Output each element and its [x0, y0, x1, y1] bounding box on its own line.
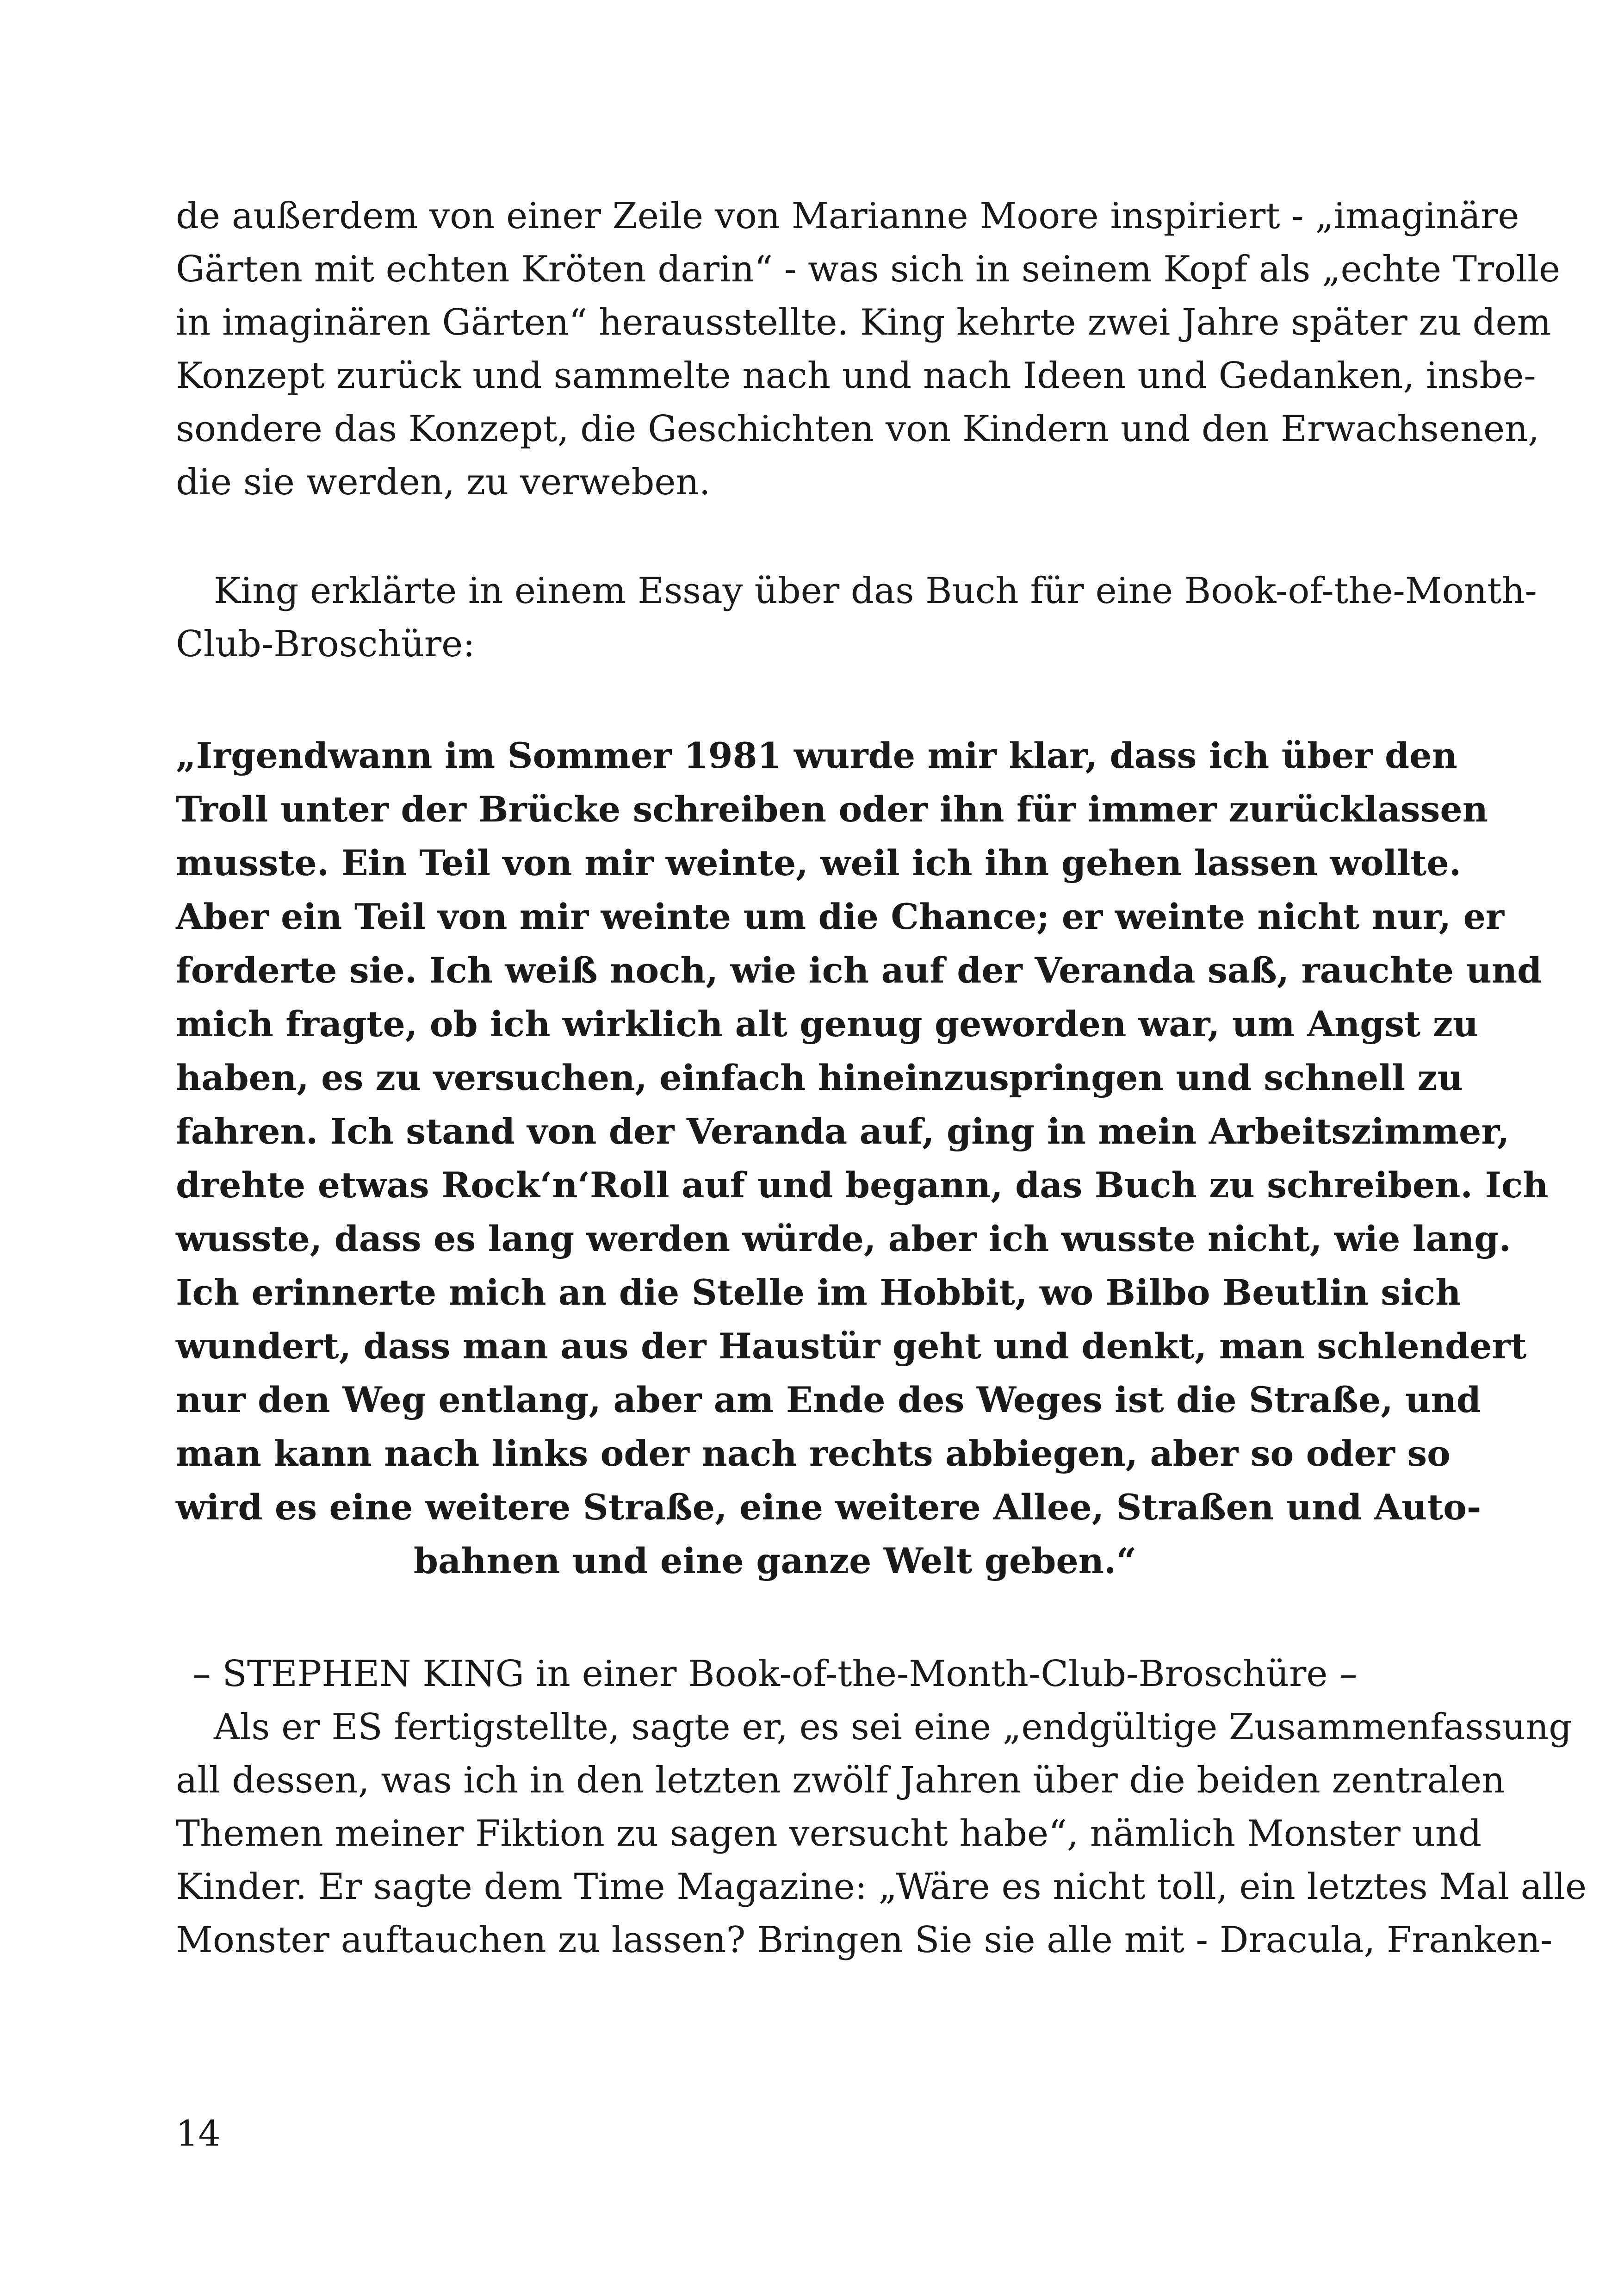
quote-line: man kann nach links oder nach rechts abbiegen, aber so oder so — [176, 1433, 1451, 1474]
text-line: die sie werden, zu verweben. — [176, 461, 711, 503]
quote-line: wundert, dass man aus der Haustür geht und denkt, man schlendert — [176, 1325, 1527, 1367]
text-line: de außerdem von einer Zeile von Marianne Moore inspiriert - „imaginäre — [176, 195, 1519, 237]
quote-line: wird es eine weitere Straße, eine weitere Allee, Straßen und Auto- — [176, 1487, 1482, 1528]
text-line: all dessen, was ich in den letzten zwölf Jahren über die beiden zentralen — [176, 1760, 1505, 1801]
text-line: Konzept zurück und sammelte nach und nach Ideen und Gedanken, insbe- — [176, 355, 1536, 397]
quote-line: Ich erinnerte mich an die Stelle im Hobbit, wo Bilbo Beutlin sich — [176, 1272, 1461, 1313]
quote-line: forderte sie. Ich weiß noch, wie ich auf der Veranda saß, rauchte und — [176, 950, 1542, 991]
quote-line: haben, es zu versuchen, einfach hineinzuspringen und schnell zu — [176, 1057, 1463, 1098]
page-number: 14 — [176, 2113, 221, 2154]
quote-line: drehte etwas Rock‘n‘Roll auf und begann, das Buch zu schreiben. Ich — [176, 1164, 1549, 1206]
quote-line: fahren. Ich stand von der Veranda auf, ging in mein Arbeitszimmer, — [176, 1111, 1510, 1152]
text-line: Club-Broschüre: — [176, 623, 475, 665]
text-line: King erklärte in einem Essay über das Buch für eine Book-of-the-Month- — [214, 570, 1537, 612]
quote-line: „Irgendwann im Sommer 1981 wurde mir klar, dass ich über den — [176, 735, 1457, 776]
quote-line: Aber ein Teil von mir weinte um die Chance; er weinte nicht nur, er — [176, 896, 1505, 937]
text-line: Kinder. Er sagte dem Time Magazine: „Wäre es nicht toll, ein letztes Mal alle — [176, 1866, 1587, 1908]
quote-line: musste. Ein Teil von mir weinte, weil ich ihn gehen lassen wollte. — [176, 842, 1462, 884]
text-line: Themen meiner Fiktion zu sagen versucht habe“, nämlich Monster und — [176, 1813, 1482, 1854]
quote-line: mich fragte, ob ich wirklich alt genug geworden war, um Angst zu — [176, 1003, 1479, 1045]
quote-line: Troll unter der Brücke schreiben oder ihn für immer zurücklassen — [176, 789, 1488, 830]
quote-line: nur den Weg entlang, aber am Ende des Weges ist die Straße, und — [176, 1379, 1481, 1420]
text-line: Monster auftauchen zu lassen? Bringen Sie sie alle mit - Dracula, Franken- — [176, 1919, 1553, 1961]
text-line: sondere das Konzept, die Geschichten von Kindern und den Erwachsenen, — [176, 408, 1540, 450]
text-line: in imaginären Gärten“ herausstellte. King kehrte zwei Jahre später zu dem — [176, 302, 1551, 343]
text-line: Als er ES fertigstellte, sagte er, es sei eine „endgültige Zusammenfassung — [214, 1706, 1572, 1748]
quote-attribution: – STEPHEN KING in einer Book-of-the-Month-Club-Broschüre – — [192, 1653, 1358, 1695]
text-line: Gärten mit echten Kröten darin“ - was sich in seinem Kopf als „echte Trolle — [176, 249, 1561, 290]
quote-line: wusste, dass es lang werden würde, aber ich wusste nicht, wie lang. — [176, 1218, 1511, 1259]
quote-line: bahnen und eine ganze Welt geben.“ — [413, 1540, 1137, 1581]
